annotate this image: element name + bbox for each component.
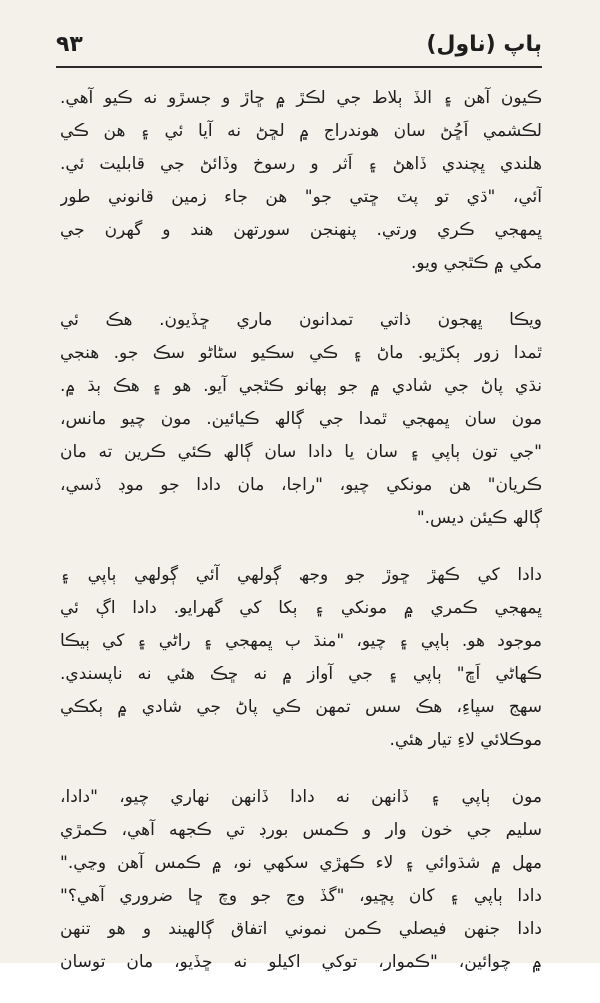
text-line: هلندي ڀچندي ڏاهڻ ۽ اَثر و رسوخ وڏائڻ جي قابليت ئي.: [60, 154, 542, 174]
text-line: ڀمهجي ڪري ورتي. پنهنجن سورتهن هند و گهرن جي: [60, 220, 542, 240]
page-header: [56, 28, 542, 68]
page-number: ٩٣: [56, 32, 83, 57]
text-line: دادا ٻاپي ۽ کان پڇيو، "گڏ وڃ جو وچ ڇا ضروري آهي؟": [60, 886, 542, 906]
text-line: مون ٻاپي ۽ ڏانهن نه دادا ڏانهن نهاري چيو، "دادا،: [60, 787, 542, 807]
text-line: لڪشمي اَڇُڻ سان هوندراج ۾ لڇڻ نه آيا ئي ۽ هن ڪي: [60, 121, 542, 141]
text-line: دادا جنهن فيصلي ڪمن نموني اتفاق ڳالهيند و هو تنهن: [60, 919, 542, 939]
text-line: مکي ۾ ڪٿجي ويو.: [411, 253, 542, 273]
text-line: مهل ۾ شڌوائي ۽ لاء ڪهڙي سکھي نو، ۾ ڪمس آهن وڃي.": [60, 853, 542, 873]
text-line: نڌي پاڻ جي شادي ۾ جو ٻهانو ڪٿجي آيو. هو ۽ هڪ ٻڌ ۾.: [60, 376, 542, 396]
text-line: موجود هو. ٻاپي ۽ چيو، "منڌ ٻ ڀمهجي ۽ راڻي ۽ کي ٻيڪا: [60, 631, 542, 651]
text-line: "جي تون ٻاپي ۽ سان يا دادا سان ڳالھ ڪئي ڪرين ته مان: [60, 442, 542, 462]
text-line: ڪريان" هن مونکي چيو، "راجا، مان دادا جو موڊ ڏسي،: [60, 475, 542, 495]
text-line: ڪهاڻي اَڇ" ٻاپي ۽ جي آواز ۾ نه ڇڪ هئي نه ناپسندي.: [60, 664, 542, 684]
running-title: ٻاپ (ناول): [426, 32, 542, 57]
paragraph-1: [60, 82, 542, 280]
text-line: آئي، "ڌي تو پٽ ڇتي جو" هن جاء زمين قانوني طور: [60, 187, 542, 207]
text-line: ۾ چوائين، "ڪموار، توکي اکيلو نه ڇڏيو، مان توسان: [60, 952, 542, 972]
paragraph-2: [60, 304, 542, 535]
text-line: دادا کي ڪهڙ ڇوڙ جو وجھ ڳولهي آئي ڳولهي ٻاپي ۽: [60, 565, 542, 585]
text-line: ٿمدا زور ٻكڙيو. ماڻ ۽ ڪي سڪيو سڻاڻو سڪ جو. هنجي: [60, 343, 542, 363]
text-line: سليم جي خون وار و ڪمس بورڊ تي ڪجهه آهي، ڪمڙي: [60, 820, 542, 840]
text-line: ڪيون آهن ۽ الڏ ٻلاط جي لڪڙ ۾ ڇاڙ و جسڙو نه ڪيو آهي.: [60, 88, 542, 108]
paragraph-3: [60, 559, 542, 757]
body-text: [60, 82, 542, 1003]
header-rule: [56, 66, 542, 68]
paragraph-4: [60, 781, 542, 979]
text-line: مون سان ڀمهجي ٿمدا جي ڳالھ ڪيائين. مون چيو مانس،: [60, 409, 542, 429]
text-line: موڪلائي لاءِ تيار هئي.: [389, 730, 542, 750]
text-line: ويڪا ڀهجون ذاتي تمدانون ماري ڇڏيون. هڪ ئي: [60, 310, 542, 330]
text-line: ڀمهجي ڪمري ۾ مونکي ۽ ٻکا کي گهرايو. دادا اڳ ئي: [60, 598, 542, 618]
text-line: ڳالھ ڪيئن ديس.": [416, 508, 542, 528]
text-line: سهج سڀاءِ، هڪ سس تمهن ڪي پاڻ جي شادي ۾ ٻکڪي: [60, 697, 542, 717]
